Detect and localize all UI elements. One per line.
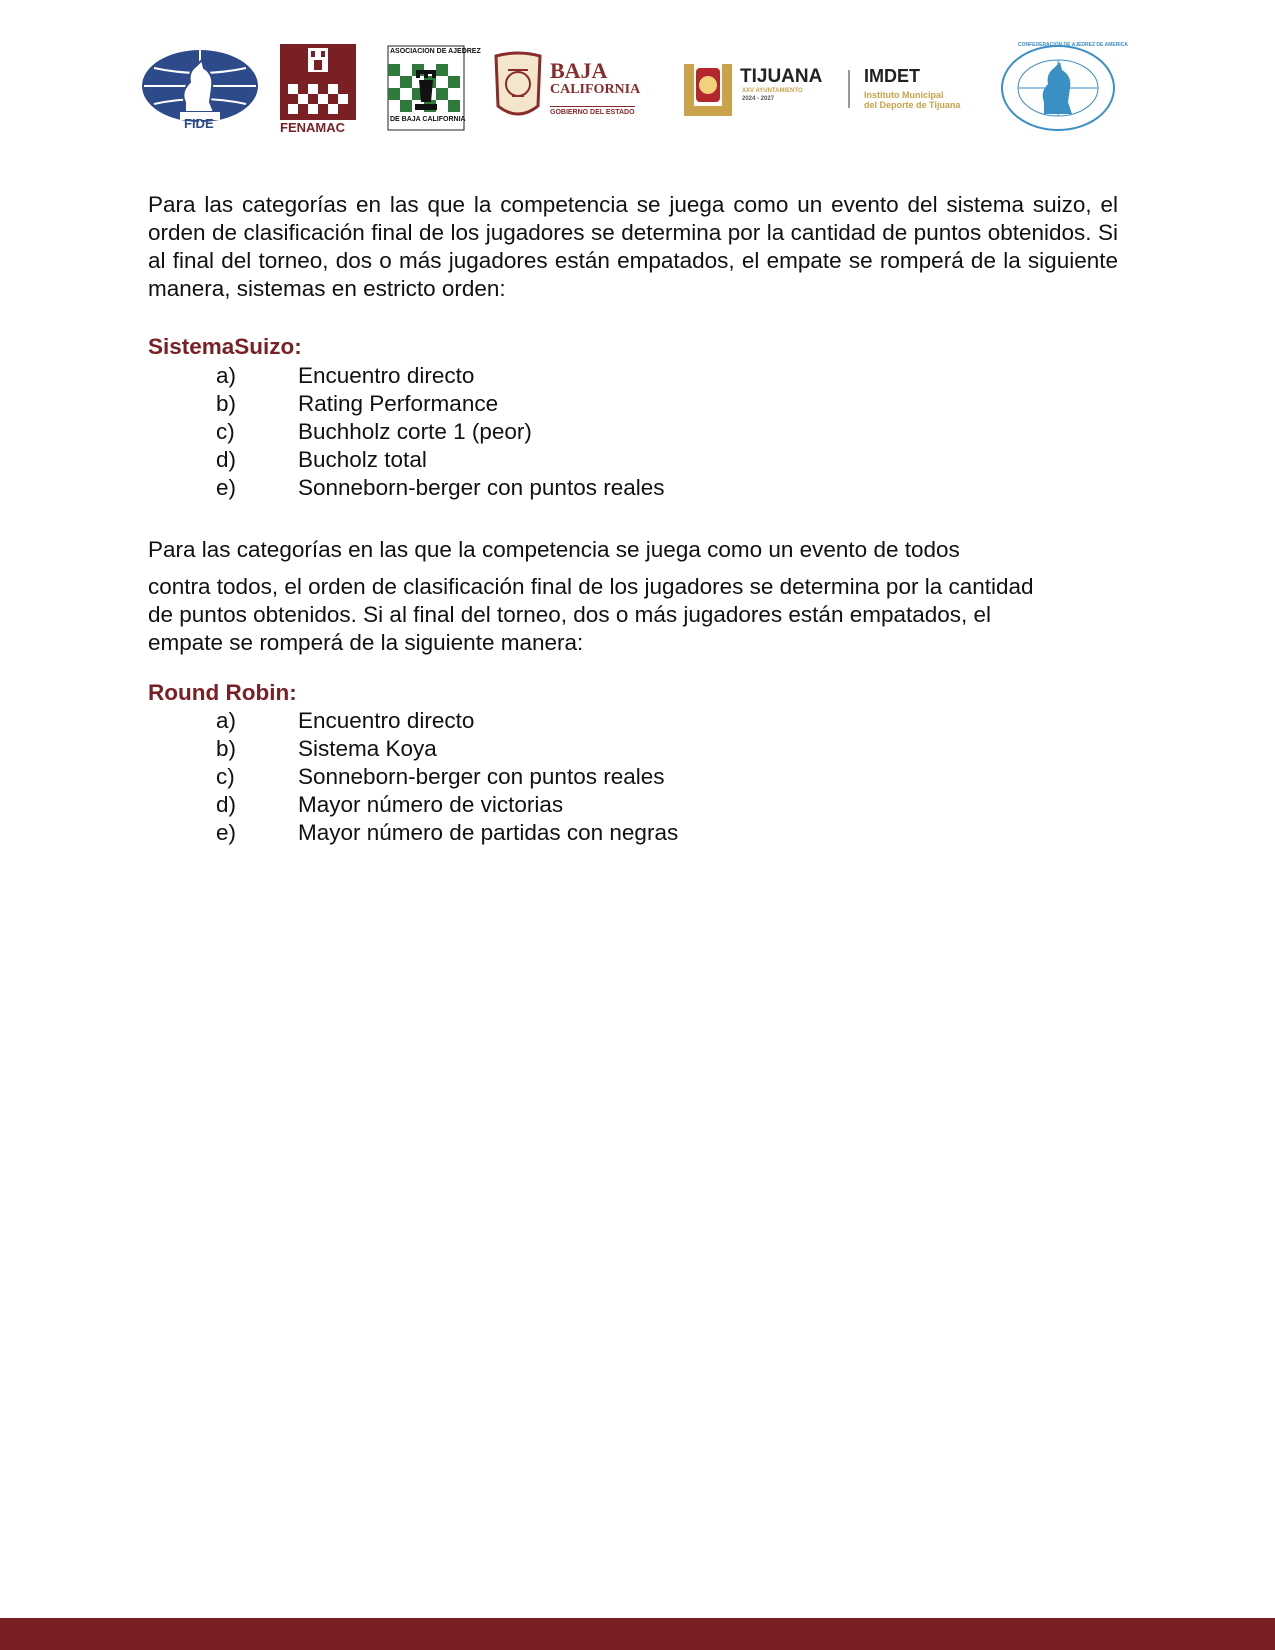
tijuana-logo — [680, 60, 830, 120]
logo-divider — [848, 70, 850, 108]
list-item-text: Encuentro directo — [298, 363, 475, 388]
intro-swiss-paragraph: Para las categorías en las que la competencia se juega como un evento del sistema suizo, el orden de clasificación final de los jugadores se determina por la cantidad de puntos obtenidos. Si al final del torneo, dos o más jugadores están empatados, el empate se romperá de la siguiente manera, sistemas en estricto orden: — [148, 192, 1118, 301]
fenamac-logo — [280, 44, 356, 136]
list-item-text: Encuentro directo — [298, 708, 475, 733]
round-robin-tiebreak-list — [148, 707, 1048, 847]
asociacion-ajedrez-bc-logo — [388, 46, 481, 130]
list-item — [148, 446, 1048, 474]
list-item — [148, 362, 1048, 390]
list-marker: a) — [216, 708, 237, 733]
list-marker: d) — [216, 792, 237, 817]
confederacion-label: CONFEDERACION DE AJEDREZ DE AMERICA — [1018, 42, 1128, 48]
list-item-text: Rating Performance — [298, 391, 499, 416]
list-marker: a) — [216, 363, 237, 388]
intro-rr-first-line: Para las categorías en las que la competencia se juega como un evento de todos — [148, 537, 960, 562]
fenamac-label: FENAMAC — [280, 120, 345, 135]
tijuana-label: TIJUANA — [740, 66, 823, 87]
imdet-logo — [864, 66, 984, 116]
list-item — [148, 418, 1048, 446]
intro-rr-paragraph: contra todos, el orden de clasificación final de los jugadores se determina por la cantidad de puntos obtenidos. Si al final del torneo, dos o más jugadores están empatados, el empate se romperá de la siguiente manera: — [148, 574, 1034, 655]
list-item-text: Bucholz total — [298, 447, 427, 472]
list-item-text: Sonneborn-berger con puntos reales — [298, 475, 665, 500]
list-marker: b) — [216, 736, 237, 761]
list-marker: d) — [216, 447, 237, 472]
list-marker: e) — [216, 475, 237, 500]
confederacion-ajedrez-america-logo — [996, 40, 1128, 136]
list-item-text: Sistema Koya — [298, 736, 437, 761]
tijuana-years-label: 2024 - 2027 — [742, 96, 775, 102]
list-marker: c) — [216, 419, 235, 444]
list-item-text: Mayor número de partidas con negras — [298, 820, 679, 845]
list-item — [148, 791, 1048, 819]
imdet-sub-label-2: del Deporte de Tijuana — [864, 100, 961, 110]
round-robin-heading: Round Robin: — [148, 680, 297, 705]
baja-california-logo — [492, 50, 652, 130]
swiss-heading: SistemaSuizo: — [148, 334, 302, 359]
asociacion-bottom-label: DE BAJA CALIFORNIA — [390, 116, 466, 123]
baja-sub-label: GOBIERNO DEL ESTADO — [550, 106, 635, 116]
footer-bar — [0, 1618, 1275, 1650]
header-logos — [140, 40, 1128, 140]
list-item-text: Sonneborn-berger con puntos reales — [298, 764, 665, 789]
list-item-text: Buchholz corte 1 (peor) — [298, 419, 532, 444]
imdet-label: IMDET — [864, 66, 920, 86]
list-marker: b) — [216, 391, 237, 416]
list-item — [148, 390, 1048, 418]
asociacion-top-label: ASOCIACION DE AJEDREZ — [390, 48, 481, 55]
imdet-sub-label-1: Instituto Municipal — [864, 90, 944, 100]
fide-logo — [140, 46, 260, 132]
list-marker: e) — [216, 820, 237, 845]
list-item — [148, 763, 1048, 791]
list-item — [148, 819, 1048, 847]
list-marker: c) — [216, 764, 235, 789]
fide-label: FIDE — [184, 116, 214, 131]
list-item — [148, 474, 1048, 502]
swiss-tiebreak-list — [148, 362, 1048, 502]
baja-label-2: CALIFORNIA — [550, 82, 641, 97]
baja-label-1: BAJA — [550, 58, 608, 83]
tijuana-sub-label: XXV AYUNTAMIENTO — [742, 88, 803, 94]
list-item — [148, 735, 1048, 763]
list-item-text: Mayor número de victorias — [298, 792, 564, 817]
list-item — [148, 707, 1048, 735]
